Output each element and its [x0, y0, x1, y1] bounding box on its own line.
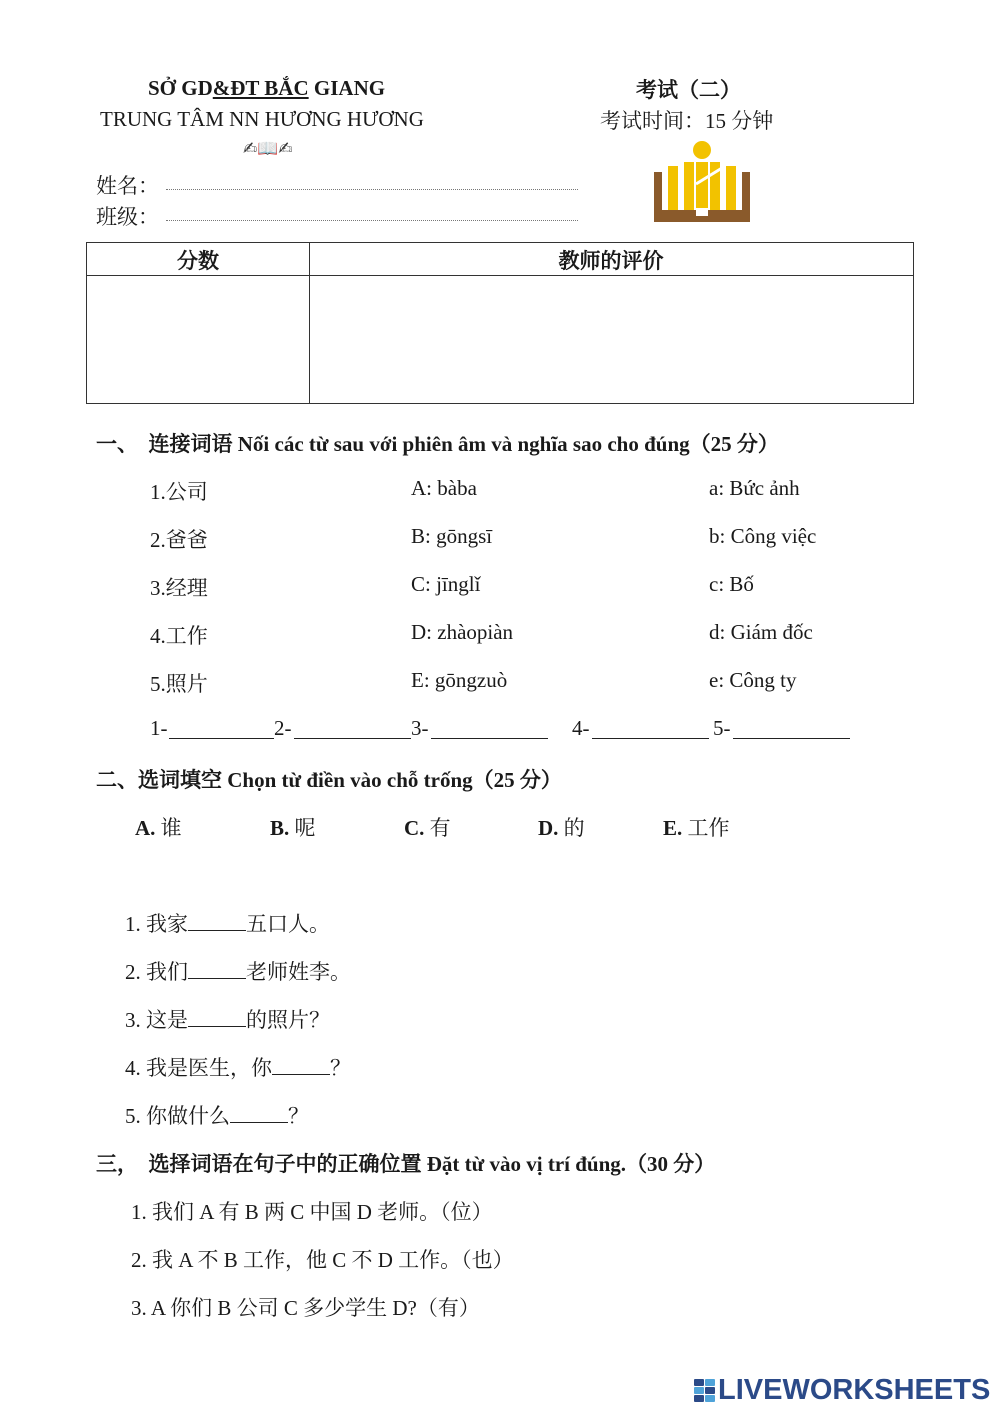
meaning-item: c: Bố — [709, 572, 754, 596]
word-item: 1.公司 — [150, 480, 208, 504]
answer-blank-1[interactable] — [169, 720, 274, 739]
word-item: 5.照片 — [150, 672, 208, 696]
question-number: 4. — [125, 1056, 141, 1080]
department-prefix: SỞ GD — [148, 76, 213, 100]
fill-blank-5[interactable] — [230, 1104, 288, 1123]
option-c — [404, 812, 451, 842]
class-label: 班级： — [96, 205, 159, 229]
option-letter: C. — [404, 816, 425, 840]
question-number: 1. — [125, 912, 141, 936]
option-b — [270, 812, 316, 842]
score-cell[interactable] — [87, 276, 308, 403]
option-letter: E. — [663, 816, 683, 840]
ornament: ✍📖✍ — [243, 139, 293, 159]
word-item: 3.经理 — [150, 576, 208, 600]
option-letter: B. — [270, 816, 290, 840]
answer-label-2: 2- — [274, 716, 292, 740]
liveworksheets-wordmark: LIVEWORKSHEETS — [718, 1374, 991, 1406]
department-suffix: GIANG — [308, 76, 386, 100]
question-number: 3. — [125, 1008, 141, 1032]
fill-blank-2[interactable] — [188, 960, 246, 979]
center-name: TRUNG TÂM NN HƯƠNG HƯƠNG — [100, 107, 424, 131]
meaning-item: b: Công việc — [709, 524, 817, 548]
meaning-item: e: Công ty — [709, 668, 797, 692]
fill-question-1 — [125, 908, 330, 938]
question-after: ？ — [330, 1056, 351, 1080]
pinyin-item: C: jīnglǐ — [411, 572, 481, 596]
meaning-item: d: Giám đốc — [709, 620, 813, 644]
answer-blank-4[interactable] — [592, 720, 709, 739]
score-table — [86, 242, 914, 404]
question-before: 这是 — [146, 1008, 188, 1032]
option-word: 工作 — [687, 816, 730, 840]
option-letter: A. — [135, 816, 156, 840]
answer-blank-2[interactable] — [294, 720, 411, 739]
answer-label-1: 1- — [150, 716, 168, 740]
position-question-2: 2. 我 A 不 B 工作，他 C 不 D 工作。（也） — [131, 1248, 514, 1272]
fill-blank-4[interactable] — [272, 1056, 330, 1075]
position-question-1: 1. 我们 A 有 B 两 C 中国 D 老师。（位） — [131, 1200, 493, 1224]
pinyin-item: E: gōngzuò — [411, 668, 508, 692]
fill-question-5 — [125, 1100, 309, 1130]
fill-blank-1[interactable] — [188, 912, 246, 931]
answer-label-5: 5- — [713, 716, 731, 740]
word-item: 2.爸爸 — [150, 528, 208, 552]
option-a — [135, 812, 182, 842]
question-after: 的照片？ — [246, 1008, 330, 1032]
name-label: 姓名： — [96, 174, 159, 198]
fill-question-3 — [125, 1004, 330, 1034]
fill-question-2 — [125, 956, 351, 986]
option-word: 呢 — [294, 816, 316, 840]
fill-question-4 — [125, 1052, 351, 1082]
teacher-comment-cell[interactable] — [310, 276, 913, 403]
option-word: 谁 — [160, 816, 182, 840]
option-d — [538, 812, 585, 842]
option-e — [663, 812, 730, 842]
exam-time: 考试时间：15 分钟 — [600, 109, 774, 133]
pinyin-item: A: bàba — [411, 476, 477, 500]
class-field[interactable] — [166, 220, 578, 221]
question-before: 我家 — [146, 912, 188, 936]
name-field[interactable] — [166, 189, 578, 190]
answer-label-3: 3- — [411, 716, 429, 740]
word-item: 4.工作 — [150, 624, 208, 648]
department-underlined: &ĐT BẮC — [212, 76, 309, 100]
question-before: 你做什么 — [146, 1104, 230, 1128]
answer-label-4: 4- — [572, 716, 590, 740]
department-name — [148, 76, 385, 101]
fill-blank-3[interactable] — [188, 1008, 246, 1027]
liveworksheets-logo-icon — [694, 1379, 716, 1403]
exam-title: 考试（二） — [636, 78, 741, 102]
book-logo-icon — [652, 140, 752, 226]
score-header: 分数 — [177, 249, 219, 273]
pinyin-item: B: gōngsī — [411, 524, 493, 548]
teacher-comment-header: 教师的评价 — [558, 249, 664, 273]
position-question-3: 3. A 你们 B 公司 C 多少学生 D?（有） — [131, 1296, 480, 1320]
section3-title: 三， 选择词语在句子中的正确位置 Đặt từ vào vị trí đúng.（30 分） — [96, 1152, 716, 1176]
section2-title: 二、选词填空 Chọn từ điền vào chỗ trống（25 分） — [96, 768, 562, 792]
option-word: 有 — [429, 816, 451, 840]
option-word: 的 — [563, 816, 585, 840]
option-letter: D. — [538, 816, 559, 840]
question-after: 老师姓李。 — [246, 960, 351, 984]
answer-blank-3[interactable] — [431, 720, 548, 739]
question-before: 我们 — [146, 960, 188, 984]
pinyin-item: D: zhàopiàn — [411, 620, 514, 644]
question-after: ？ — [288, 1104, 309, 1128]
question-number: 5. — [125, 1104, 141, 1128]
question-number: 2. — [125, 960, 141, 984]
section1-title: 一、 连接词语 Nối các từ sau với phiên âm và nghĩa sao cho đúng（25 分） — [96, 432, 779, 456]
question-after: 五口人。 — [246, 912, 330, 936]
answer-blank-5[interactable] — [733, 720, 850, 739]
meaning-item: a: Bức ảnh — [709, 476, 800, 500]
question-before: 我是医生，你 — [146, 1056, 272, 1080]
